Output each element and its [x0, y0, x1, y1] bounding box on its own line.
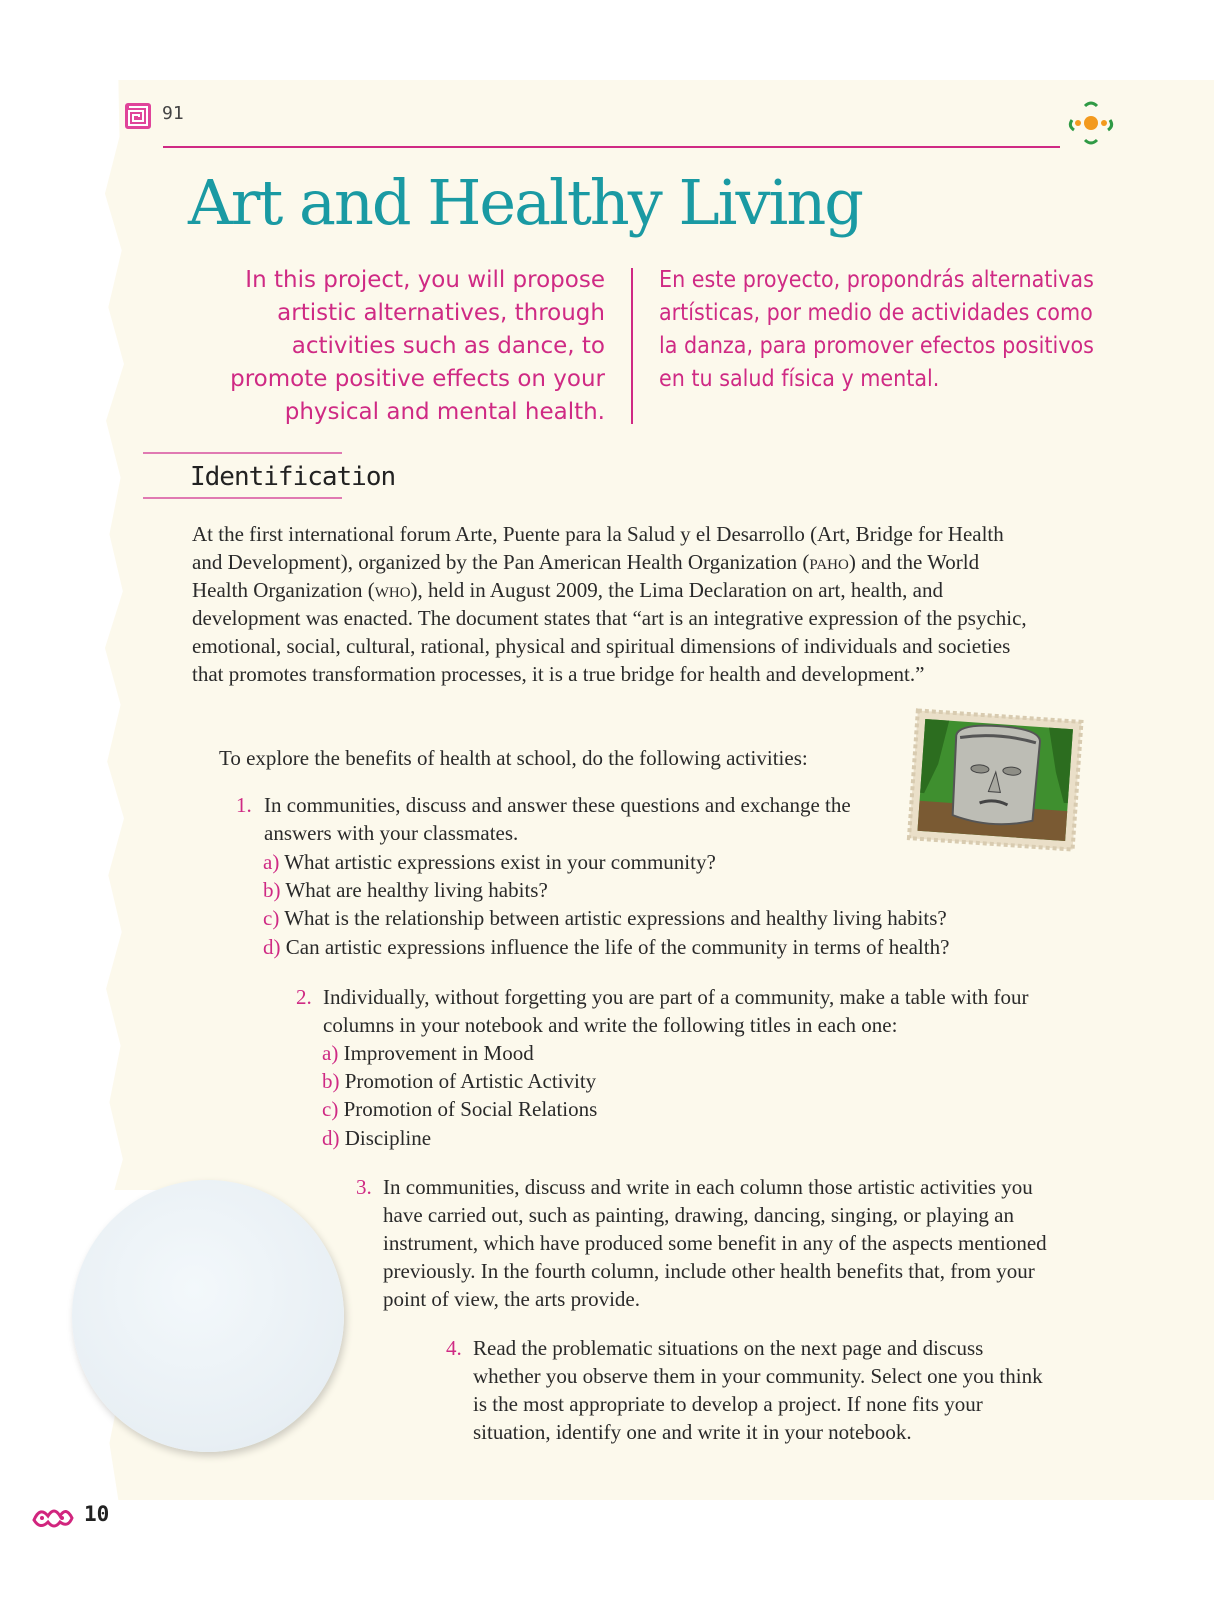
step-4-text: Read the problematic situations on the next page and discuss whether you observe them in your community. Select one you think is the most appropriate to develop a project. If none fits your situation, identify one and write it in your notebook.	[473, 1336, 1043, 1444]
step-1-item-b: b) What are healthy living habits?	[263, 878, 548, 902]
intro-spanish: En este proyecto, propondrás alternativas artísticas, por medio de actividades como la danza, para promover efectos positivos en tu salud física y mental.	[659, 267, 1094, 392]
step-1-item-d: d) Can artistic expressions influence the life of the community in terms of health?	[263, 935, 950, 959]
section-rule-bottom	[143, 497, 342, 499]
step-2-item-c: c) Promotion of Social Relations	[322, 1097, 598, 1121]
step-4-number: 4.	[446, 1336, 462, 1360]
step-1	[236, 791, 876, 847]
flower-icon	[1066, 98, 1116, 148]
identification-paragraph: At the first international forum Arte, Puente para la Salud y el Desarrollo (Art, Bridge for Health and Development), organized by the Pan American Health Organization (paho) and the World Health Organization (who), held in August 2009, the Lima Declaration on art, health, and development was enacted. The document states that “art is an integrative expression of the psychic, emotional, social, cultural, rational, physical and spiritual dimensions of individuals and societies that promotes transformation processes, it is a true bridge for health and development.”	[192, 522, 1027, 686]
top-rule	[163, 146, 1060, 148]
activities-lead: To explore the benefits of health at school, do the following activities:	[219, 746, 808, 770]
paho-abbr: paho	[809, 550, 849, 574]
maze-icon	[124, 102, 152, 130]
step-2	[296, 983, 1056, 1039]
step-2-item-b: b) Promotion of Artistic Activity	[322, 1069, 597, 1093]
step-1-text: In communities, discuss and answer these questions and exchange the answers with your classmates.	[264, 793, 851, 845]
page-title: Art and Healthy Living	[188, 166, 862, 239]
step-1-item-c: c) What is the relationship between artistic expressions and healthy living habits?	[263, 906, 947, 930]
step-3	[356, 1173, 1066, 1313]
section-heading: Identification	[190, 462, 396, 492]
page-curl	[72, 1180, 344, 1452]
step-2-item-d: d) Discipline	[322, 1126, 432, 1150]
who-abbr: who	[374, 578, 411, 602]
step-3-text: In communities, discuss and write in each column those artistic activities you have carried out, such as painting, drawing, dancing, singing, or playing an instrument, which have produced some benefit in any of the aspects mentioned previously. In the fourth column, include other health benefits that, from your point of view, the arts provide.	[383, 1175, 1047, 1311]
step-3-number: 3.	[356, 1175, 372, 1199]
step-1-number: 1.	[236, 793, 252, 817]
section-rule-top	[143, 452, 342, 454]
page-number: 10	[84, 1502, 110, 1526]
step-1-item-a: a) What artistic expressions exist in your community?	[263, 850, 716, 874]
glyph-icon	[30, 1502, 74, 1530]
page-top-number: 91	[162, 103, 184, 124]
olmec-head-stamp	[905, 708, 1085, 858]
step-2-item-a: a) Improvement in Mood	[322, 1041, 534, 1065]
intro-divider	[631, 268, 633, 424]
step-2-text: Individually, without forgetting you are part of a community, make a table with four columns in your notebook and write the following titles in each one:	[323, 985, 1029, 1037]
intro-english: In this project, you will propose artistic alternatives, through activities such as dance, to promote positive effects on your physical and mental health.	[230, 267, 605, 425]
step-2-number: 2.	[296, 985, 312, 1009]
step-4	[446, 1334, 1056, 1446]
